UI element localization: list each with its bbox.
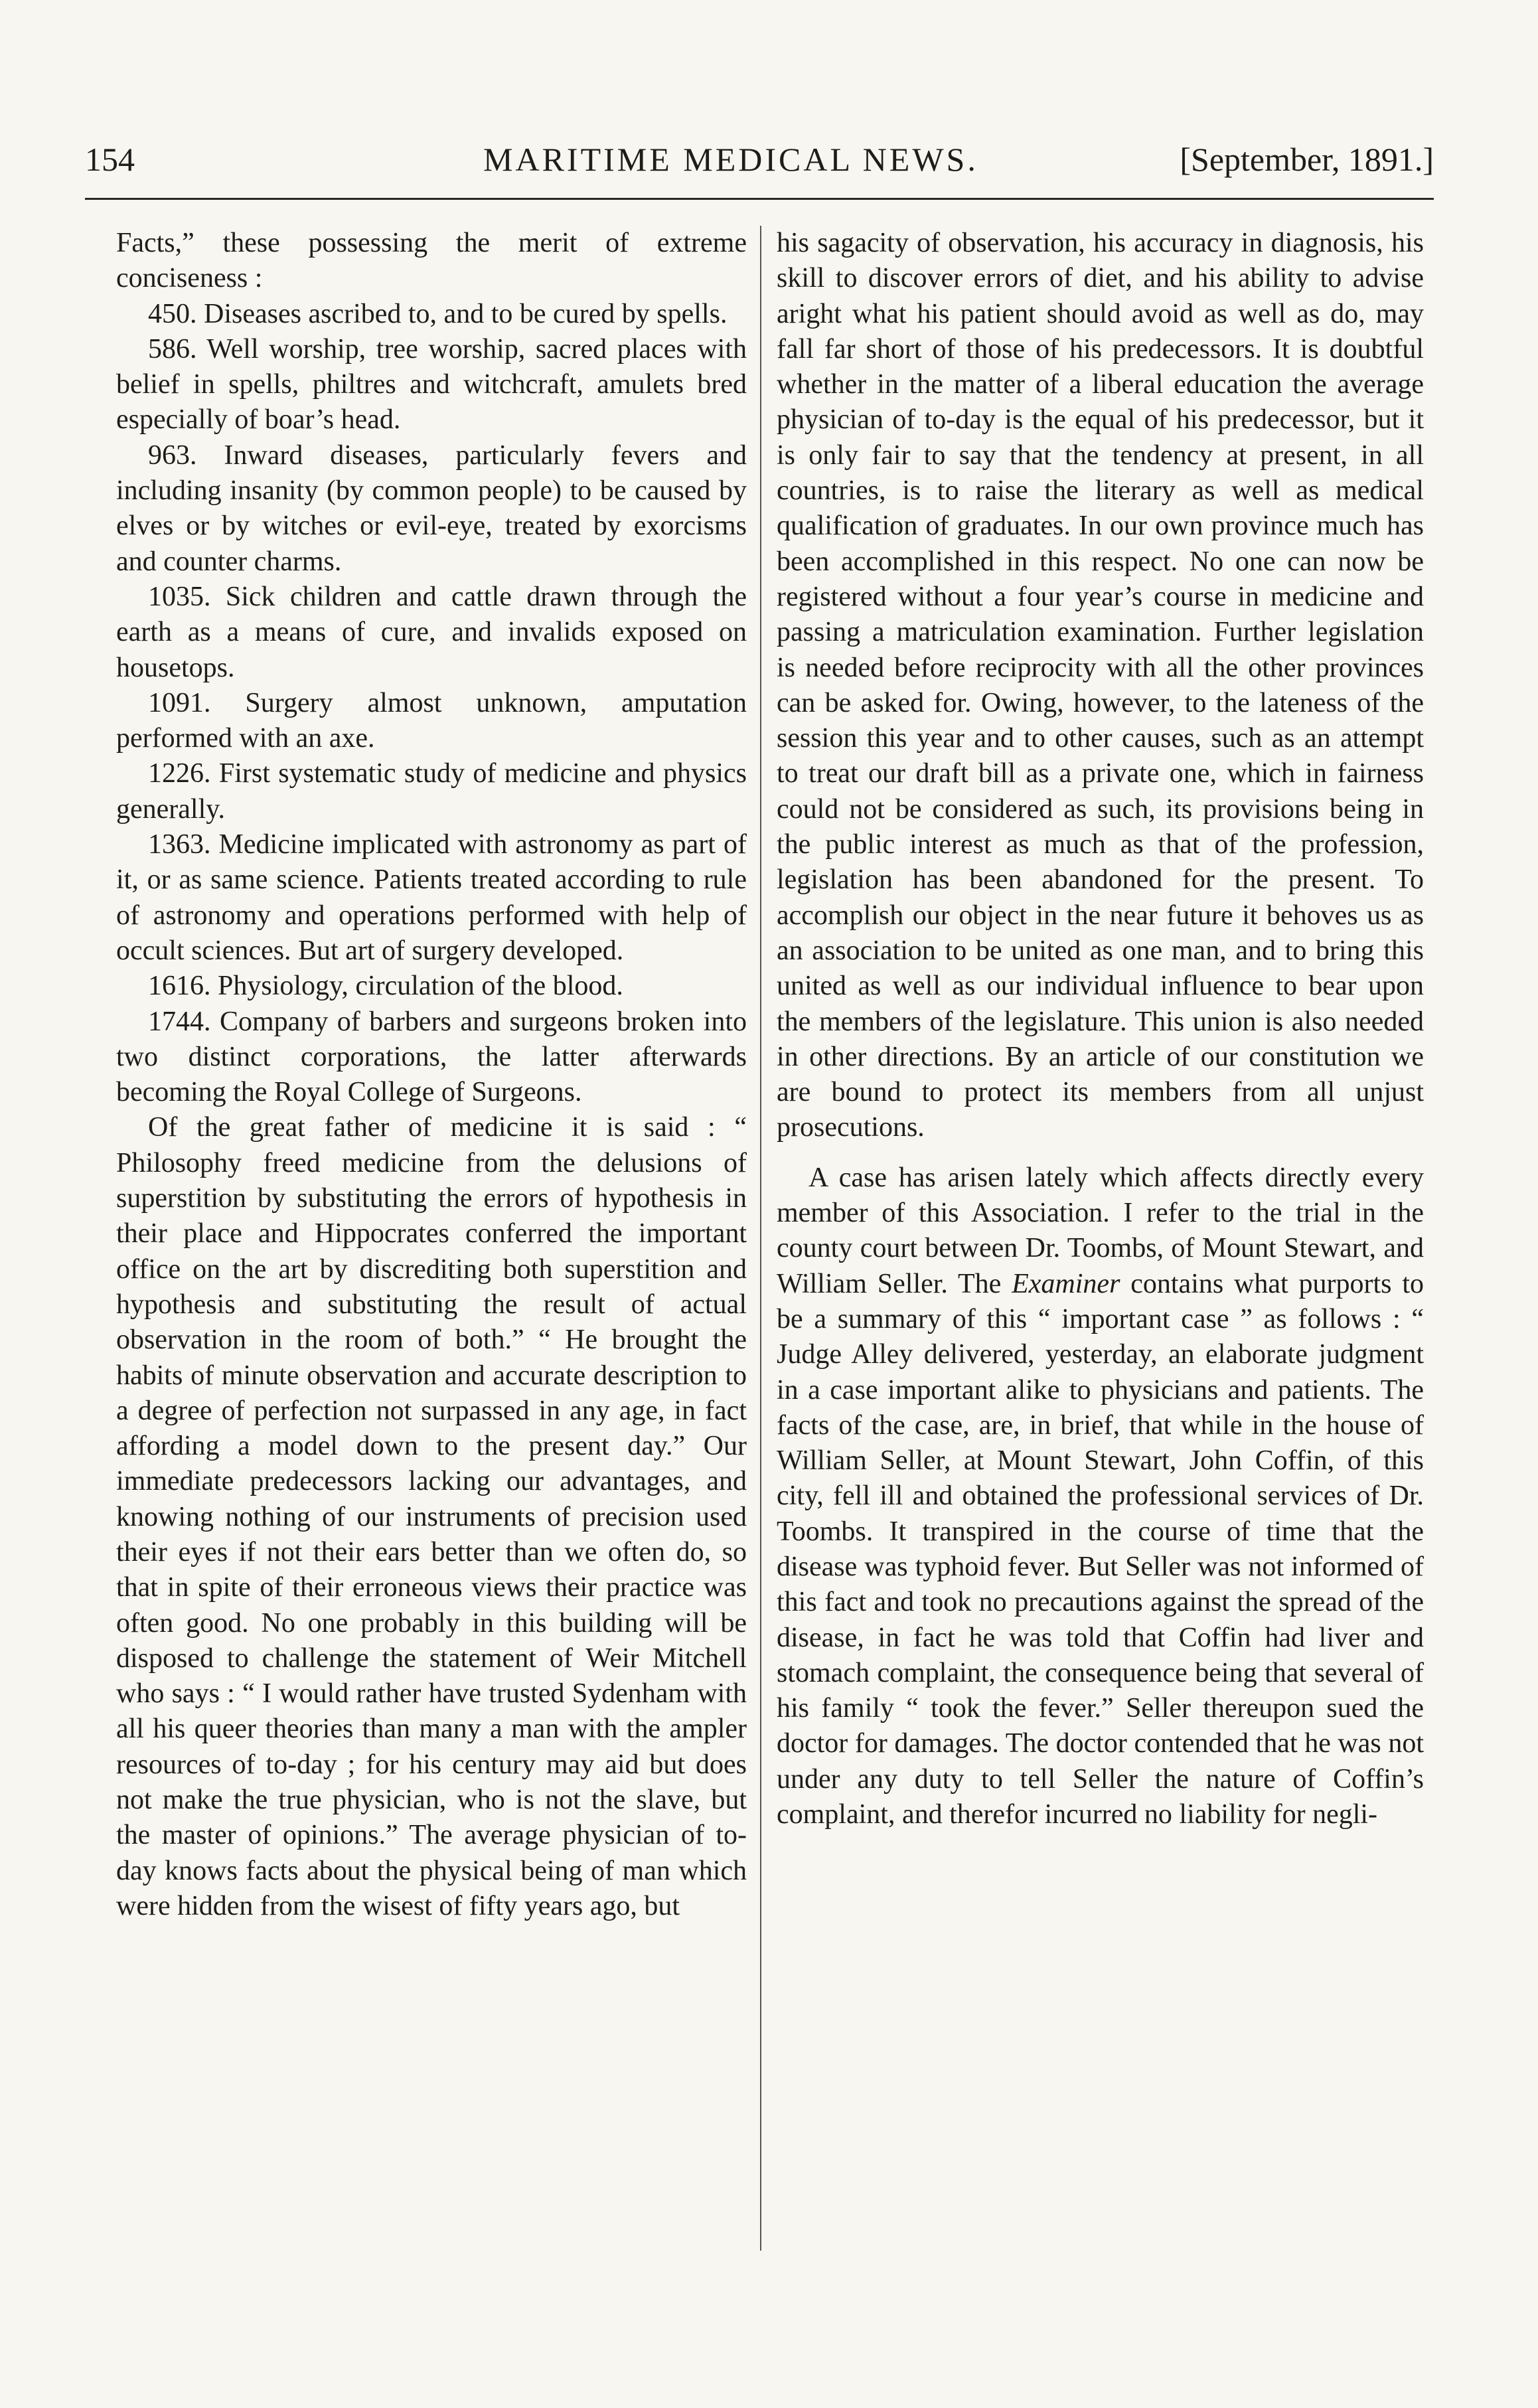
- chronology-item: 1226. First systematic study of medicine and physics generally.: [116, 758, 747, 825]
- right-column: [777, 226, 1424, 1832]
- court-case-paragraph: [777, 1161, 1424, 1833]
- issue-date: [September, 1891.]: [1180, 141, 1434, 178]
- running-head: [85, 136, 1434, 183]
- chronology-item: 1744. Company of barbers and surgeons broken into two distinct corporations, the latter afterwards becoming the Royal College of Surgeons.: [116, 1006, 747, 1108]
- left-column: [116, 226, 747, 1924]
- court-case-text-start: A case has arisen lately which affects directly every member of this Association. I refer to the trial in the county court between Dr. Toombs, of Mount Stewart, and William Seller. The: [777, 1162, 1424, 1299]
- intro-paragraph: Facts,” these possessing the merit of extreme conciseness :: [116, 228, 747, 294]
- chronology-item: 1091. Surgery almost unknown, amputation performed with an axe.: [116, 687, 747, 754]
- chronology-item: 586. Well worship, tree worship, sacred places with belief in spells, philtres and witchcraft, amulets bred especially of boar’s head.: [116, 333, 747, 436]
- header-rule: [85, 198, 1434, 200]
- court-case-text-end: contains what purports to be a summary of this “ important case ” as follows : “ Judge Alley delivered, yesterday, an elaborate judgment in a case important alike to physicians and patients. The facts of the case, are, in brief, that while in the house of William Seller, at Mount Stewart, John Coffin, of this city, fell ill and obtained the professional services of Dr. Toombs. It transpired in the course of time that the disease was typhoid fever. But Seller was not informed of this fact and took no precautions against the spread of the disease, in fact he was told that Coffin had liver and stomach complaint, the consequence being that several of his family “ took the fever.” Seller thereupon sued the doctor for damages. The doctor contended that he was not under any duty to tell Seller the nature of Coffin’s complaint, and therefor incurred no liability for negli-: [777, 1268, 1424, 1830]
- education-paragraph: his sagacity of observation, his accuracy in diagnosis, his skill to discover errors of diet, and his ability to advise aright what his patient should avoid as well as do, may fall far short of those of his predecessors. It is doubtful whether in the matter of a liberal education the average physician of to-day is the equal of his predecessor, but it is only fair to say that the tendency at present, in all countries, is to raise the literary as well as medical qualification of graduates. In our own province much has been accomplished in this respect. No one can now be registered without a four year’s course in medicine and passing a matriculation examination. Further legislation is needed before reciprocity with all the other provinces can be asked for. Owing, however, to the lateness of the session this year and to other causes, such as an attempt to treat our draft bill as a private one, which in fairness could not be considered as such, its provisions being in the public interest as much as that of the profession, legislation has been abandoned for the present. To accomplish our object in the near future it behoves us as an association to be united as one man, and to bring this united as well as our individual influence to bear upon the members of the legislature. This union is also needed in other directions. By an article of our constitution we are bound to protect its members from all unjust prosecutions.: [777, 228, 1424, 1143]
- newspaper-title: Examiner: [1012, 1268, 1120, 1299]
- journal-title: MARITIME MEDICAL NEWS.: [483, 141, 978, 178]
- hippocrates-paragraph: Of the great father of medicine it is said : “ Philosophy freed medicine from the delusions of superstition by substituting the errors of hypothesis in their place and Hippocrates conferred the important office on the art by discrediting both superstition and hypothesis and substituting the result of actual observation in the room of both.” “ He brought the habits of minute observation and accurate description to a degree of perfection not surpassed in any age, in fact affording a model down to the present day.” Our immediate predecessors lacking our advantages, and knowing nothing of our instruments of precision used their eyes if not their ears better than we often do, so that in spite of their erroneous views their practice was often good. No one probably in this building will be disposed to challenge the statement of Weir Mitchell who says : “ I would rather have trusted Sydenham with all his queer theories than many a man with the ampler resources of to-day ; for his century may aid but does not make the true physician, who is not the slave, but the master of opinions.” The average physician of to-day knows facts about the physical being of man which were hidden from the wisest of fifty years ago, but: [116, 1112, 747, 1921]
- column-divider: [760, 226, 761, 2251]
- chronology-item: 1035. Sick children and cattle drawn through the earth as a means of cure, and invalids exposed on housetops.: [116, 581, 747, 683]
- chronology-item: 450. Diseases ascribed to, and to be cured by spells.: [148, 298, 728, 329]
- chronology-item: 1363. Medicine implicated with astronomy as part of it, or as same science. Patients treated according to rule of astronomy and operations performed with help of occult sciences. But art of surgery developed.: [116, 829, 747, 966]
- chronology-item: 963. Inward diseases, particularly fevers and including insanity (by common people) to be caused by elves or by witches or evil-eye, treated by exorcisms and counter charms.: [116, 440, 747, 577]
- page-number: 154: [85, 141, 135, 178]
- chronology-item: 1616. Physiology, circulation of the blood.: [148, 971, 623, 1002]
